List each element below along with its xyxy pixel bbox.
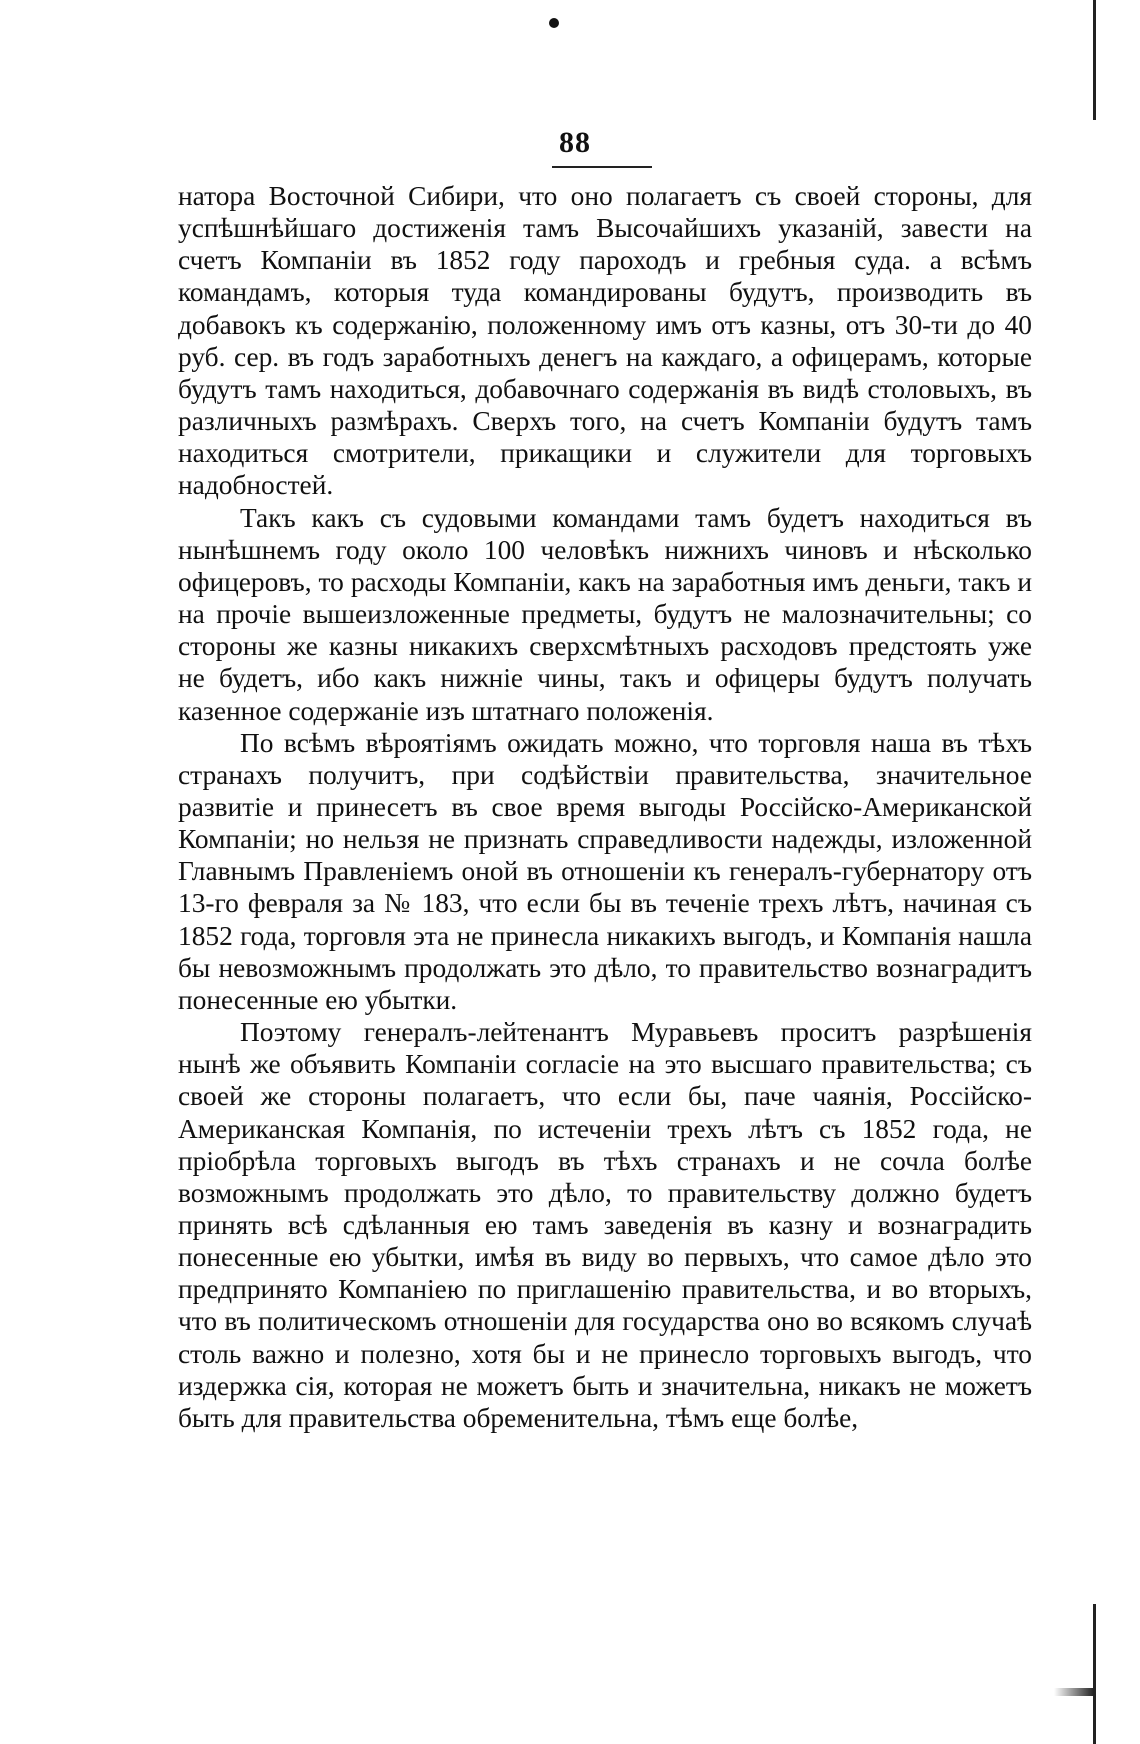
header-rule xyxy=(552,166,652,168)
page-edge-line-top xyxy=(1093,0,1096,120)
page-edge-line-bottom xyxy=(1093,1604,1096,1744)
paragraph-3: По всѣмъ вѣроятіямъ ожидать можно, что торговля наша въ тѣхъ странахъ получитъ, при содѣйствіи правительства, значительное развитіе и принесетъ въ свое время выгоды Россійско-Американской Компаніи; но нельзя не признать справедливости надежды, изложенной Главнымъ Правленіемъ оной въ отношеніи къ генералъ-губернатору отъ 13-го февраля за № 183, что если бы въ теченіе трехъ лѣтъ, начиная съ 1852 года, торговля эта не принесла никакихъ выгодъ, и Компанія нашла бы невозможнымъ продолжать это дѣло, то правительство вознаградитъ понесенные ею убытки. xyxy=(178,727,1032,1015)
page-edge-mark xyxy=(1054,1688,1094,1696)
paragraph-1: натора Восточной Сибири, что оно полагаетъ съ своей стороны, для успѣшнѣйшаго достиженія тамъ Высочайшихъ указаній, завести на счетъ Компаніи въ 1852 году пароходъ и гребныя суда. а всѣмъ командамъ, которыя туда командированы будутъ, производить въ добавокъ къ содержанію, положенному имъ отъ казны, отъ 30-ти до 40 руб. сер. въ годъ заработныхъ денегъ на каждаго, а офицерамъ, которые будутъ тамъ находиться, добавочнаго содержанія въ видѣ столовыхъ, въ различныхъ размѣрахъ. Сверхъ того, на счетъ Компаніи будутъ тамъ находиться смотрители, прикащики и служители для торговыхъ надобностей. xyxy=(178,181,1032,501)
paragraph-4: Поэтому генералъ-лейтенантъ Муравьевъ проситъ разрѣшенія нынѣ же объявить Компаніи согласіе на это высшаго правительства; съ своей же стороны полагаетъ, что если бы, паче чаянія, Россійско-Американская Компанія, по истеченіи трехъ лѣтъ съ 1852 года, не пріобрѣла торговыхъ выгодъ въ тѣхъ странахъ и не сочла болѣе возможнымъ продолжать это дѣло, то правительству должно будетъ принять всѣ сдѣланныя ею тамъ заведенія въ казну и вознаградить понесенные ею убытки, имѣя въ виду во первыхъ, что самое дѣло это предпринято Компаніею по приглашенію правительства, и во вторыхъ, что въ политическомъ отношеніи для государства оно во всякомъ случаѣ столь важно и полезно, хотя бы и не принесло торговыхъ выгодъ, что издержка сія, которая не можетъ быть и значительна, никакъ не можетъ быть для правительства обременительна, тѣмъ еще болѣе, xyxy=(178,1017,1032,1433)
page-number: 88 xyxy=(559,126,591,159)
ink-dot xyxy=(549,18,559,28)
paragraph-2: Такъ какъ съ судовыми командами тамъ будетъ находиться въ нынѣшнемъ году около 100 человѣкъ нижнихъ чиновъ и нѣсколько офицеровъ, то расходы Компаніи, какъ на заработныя имъ деньги, такъ и на прочіе вышеизложенные предметы, будутъ не малозначительны; со стороны же казны никакихъ сверхсмѣтныхъ расходовъ предстоять уже не будетъ, ибо какъ нижніе чины, такъ и офицеры будутъ получать казенное содержаніе изъ штатнаго положенія. xyxy=(178,502,1032,726)
body-text xyxy=(178,180,1032,1434)
